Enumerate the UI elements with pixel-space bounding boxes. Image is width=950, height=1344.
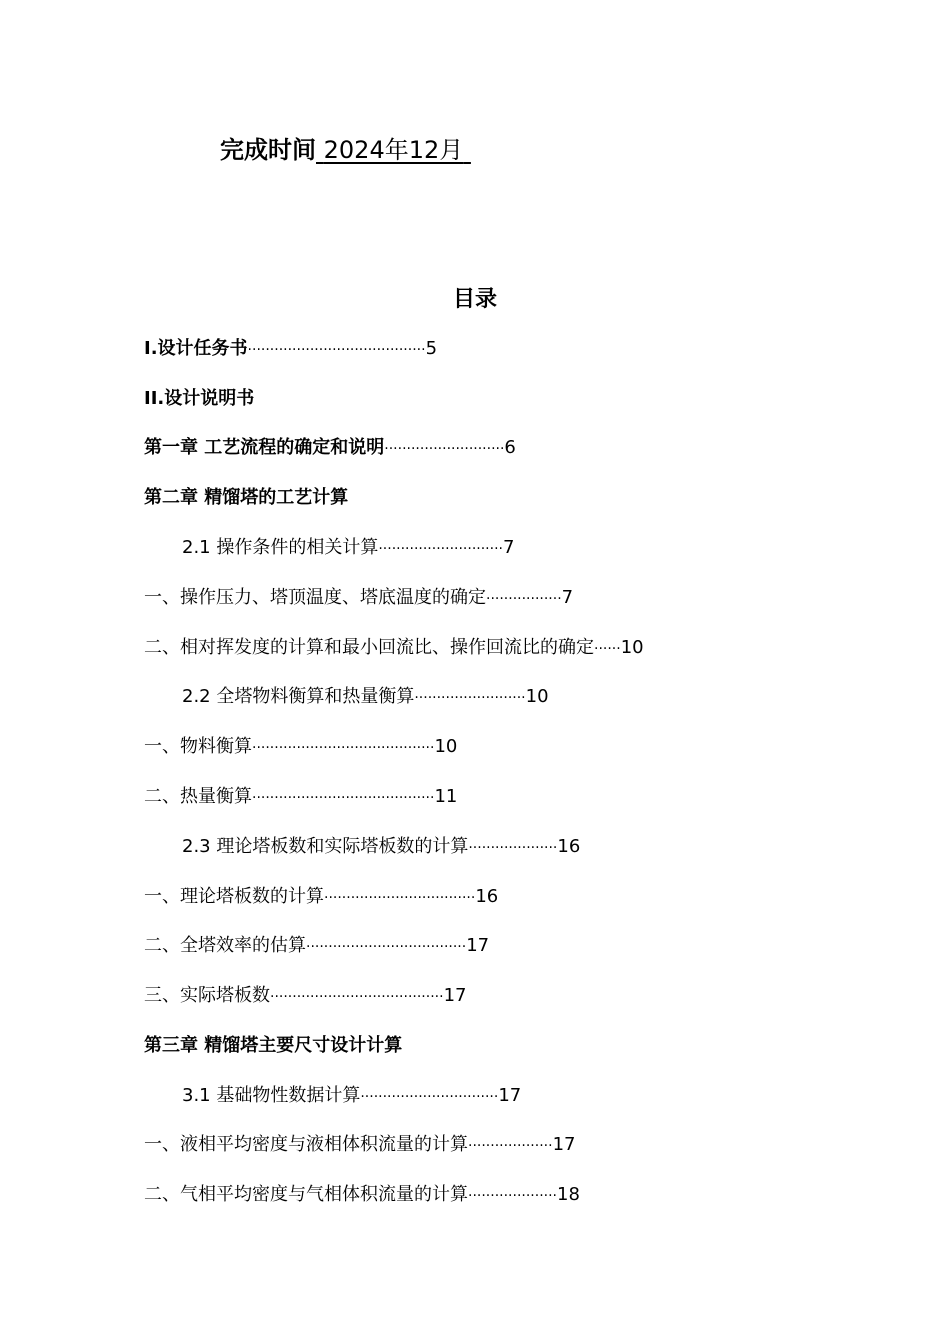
toc-entry-title: II.设计说明书 [144, 388, 255, 409]
toc-entry-title: 第二章 精馏塔的工艺计算 [144, 487, 349, 508]
toc-entry[interactable] [144, 732, 457, 762]
toc-entry-page: 18 [557, 1184, 580, 1205]
toc-entry-title: 三、实际塔板数 [144, 985, 270, 1006]
completion-time-value [316, 136, 471, 164]
toc-entry-title: 第一章 工艺流程的确定和说明 [144, 437, 385, 458]
toc-entry-page: 10 [434, 736, 458, 757]
toc-entry-leader: ······························· [360, 1089, 499, 1105]
toc-entry-page: 5 [425, 338, 438, 359]
toc-entry-title: 3.1 基础物性数据计算 [182, 1085, 361, 1106]
toc-entry-page: 10 [525, 686, 549, 707]
toc-entry-page: 6 [504, 437, 516, 458]
toc-entry-leader: ········································· [252, 740, 435, 756]
toc-entry[interactable] [144, 433, 516, 463]
toc-entry-leader: ···················· [468, 1188, 558, 1204]
toc-entry-title: 2.1 操作条件的相关计算 [182, 537, 379, 558]
toc-entry[interactable] [144, 981, 466, 1011]
toc-entry-title: 第三章 精馏塔主要尺寸设计计算 [144, 1035, 403, 1056]
toc-entry-page: 16 [475, 886, 499, 907]
toc-entry-page: 10 [620, 637, 644, 658]
toc-entry-page: 7 [561, 587, 574, 608]
toc-entry-leader: ···························· [378, 541, 503, 557]
toc-entry[interactable] [182, 533, 514, 563]
toc-entry[interactable] [144, 931, 489, 961]
toc-entry[interactable] [144, 384, 254, 414]
toc-entry[interactable] [144, 583, 573, 613]
toc-entry[interactable] [144, 1130, 575, 1160]
toc-entry-title: 一、物料衡算 [144, 736, 252, 757]
toc-entry-leader: ················· [486, 591, 562, 607]
toc-entry-leader: ························· [414, 690, 526, 706]
toc-entry-title: I.设计任务书 [144, 338, 248, 359]
completion-time [220, 133, 471, 167]
toc-entry-leader: ······································· [270, 989, 444, 1005]
toc-entry[interactable] [144, 882, 498, 912]
toc-entry-title: 二、相对挥发度的计算和最小回流比、操作回流比的确定 [144, 637, 594, 658]
toc-entry[interactable] [182, 1081, 521, 1111]
toc-entry-leader: ········································ [247, 342, 426, 358]
toc-entry-leader: ··························· [384, 441, 505, 457]
toc-entry-leader: ·································· [324, 890, 476, 906]
toc-entry-page: 7 [502, 537, 515, 558]
toc-entry-title: 2.2 全塔物料衡算和热量衡算 [182, 686, 415, 707]
toc-entry-page: 11 [434, 786, 458, 807]
toc-entry-page: 17 [466, 935, 490, 956]
toc-entry[interactable] [144, 483, 348, 513]
toc-entry[interactable] [182, 682, 549, 712]
toc-entry[interactable] [182, 832, 580, 862]
toc-entry-leader: ········································· [252, 790, 435, 806]
toc-entry-page: 16 [557, 836, 581, 857]
completion-time-date: 2024年12月 [323, 136, 464, 164]
toc-entry-title: 一、理论塔板数的计算 [144, 886, 324, 907]
toc-entry-title: 二、热量衡算 [144, 786, 252, 807]
toc-title: 目录 [452, 287, 497, 312]
toc-entry-leader: ···································· [306, 939, 467, 955]
toc-entry-page: 17 [443, 985, 467, 1006]
toc-entry-leader: ··················· [468, 1138, 553, 1154]
toc-entry[interactable] [144, 782, 457, 812]
toc-entry[interactable] [144, 1031, 402, 1061]
toc-entry-page: 17 [552, 1134, 576, 1155]
toc-entry[interactable] [144, 334, 437, 364]
toc-entry-leader: ···················· [468, 840, 558, 856]
toc-entry-title: 一、液相平均密度与液相体积流量的计算 [144, 1134, 468, 1155]
toc-entry[interactable] [144, 1180, 580, 1210]
toc-entry-page: 17 [498, 1085, 522, 1106]
toc-entry-leader: ······ [594, 641, 621, 657]
toc-entry-title: 二、全塔效率的估算 [144, 935, 306, 956]
toc-entry-title: 2.3 理论塔板数和实际塔板数的计算 [182, 836, 469, 857]
toc-entry-title: 一、操作压力、塔顶温度、塔底温度的确定 [144, 587, 486, 608]
toc-entry[interactable] [144, 633, 644, 663]
completion-time-label: 完成时间 [220, 136, 316, 164]
toc-entry-title: 二、气相平均密度与气相体积流量的计算 [144, 1184, 468, 1205]
